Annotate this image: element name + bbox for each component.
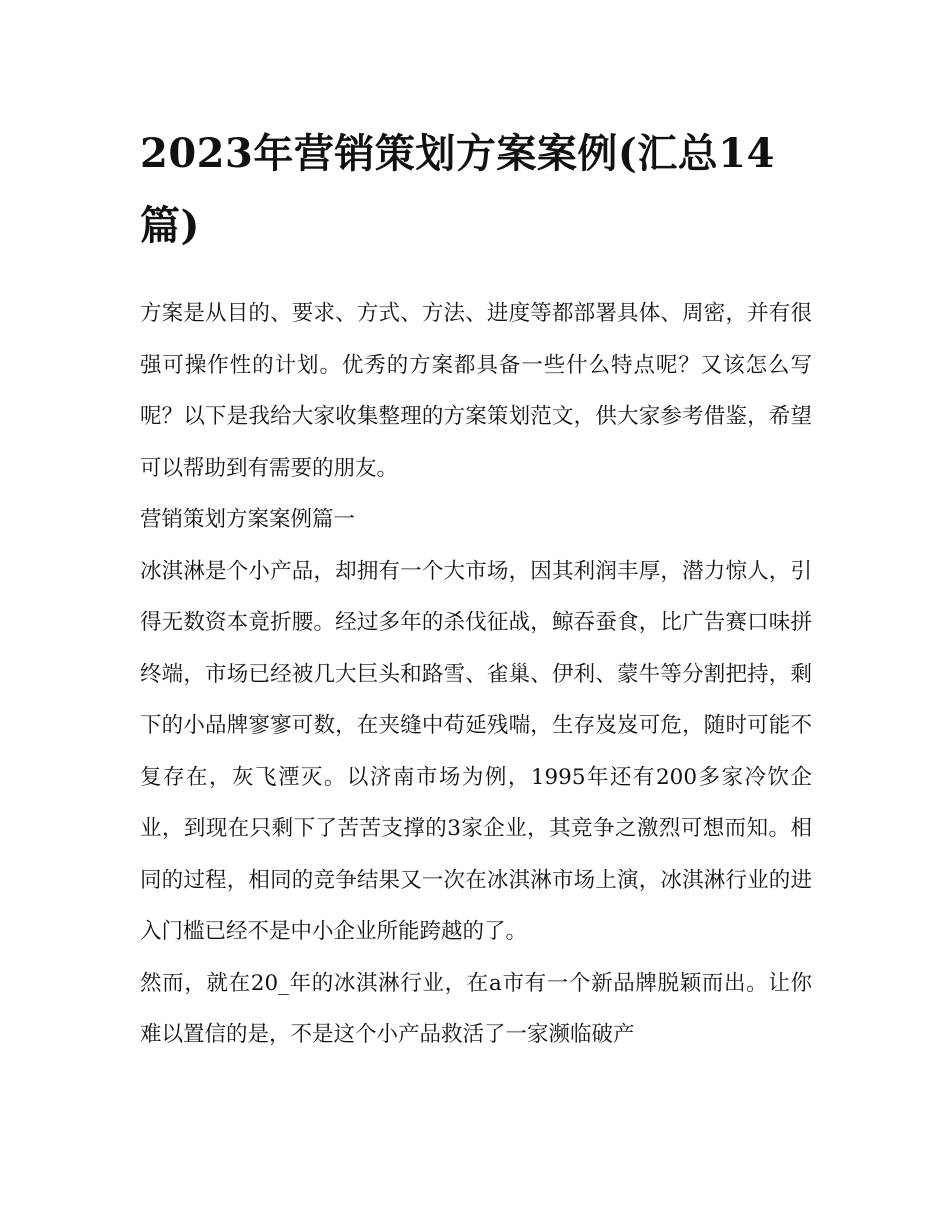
document-title: 2023年营销策划方案案例(汇总14篇) [140,130,775,249]
section-heading: 营销策划方案案例篇一 [140,507,356,532]
document-content [140,118,812,1061]
body-paragraph: 然而，就在20_年的冰淇淋行业，在a市有一个新品牌脱颖而出。让你难以置信的是，不是这个小产品救活了一家濒临破产 [140,970,812,1047]
body-paragraph: 冰淇淋是个小产品，却拥有一个大市场，因其利润丰厚，潜力惊人，引得无数资本竟折腰。经过多年的杀伐征战，鲸吞蚕食，比广告赛口味拼终端，市场已经被几大巨头和路雪、雀巢、伊利、蒙牛等分割把持，剩下的小品牌寥寥可数，在夹缝中苟延残喘，生存岌岌可危，随时可能不复存在，灰飞湮灭。以济南市场为例，1995年还有200多家冷饮企业，到现在只剩下了苦苦支撑的3家企业，其竞争之激烈可想而知。相同的过程，相同的竞争结果又一次在冰淇淋市场上演，冰淇淋行业的进入门槛已经不是中小企业所能跨越的了。 [140,558,812,944]
intro-paragraph: 方案是从目的、要求、方式、方法、进度等都部署具体、周密，并有很强可操作性的计划。优秀的方案都具备一些什么特点呢？又该怎么写呢？以下是我给大家收集整理的方案策划范文，供大家参考借鉴，希望可以帮助到有需要的朋友。 [140,301,812,481]
